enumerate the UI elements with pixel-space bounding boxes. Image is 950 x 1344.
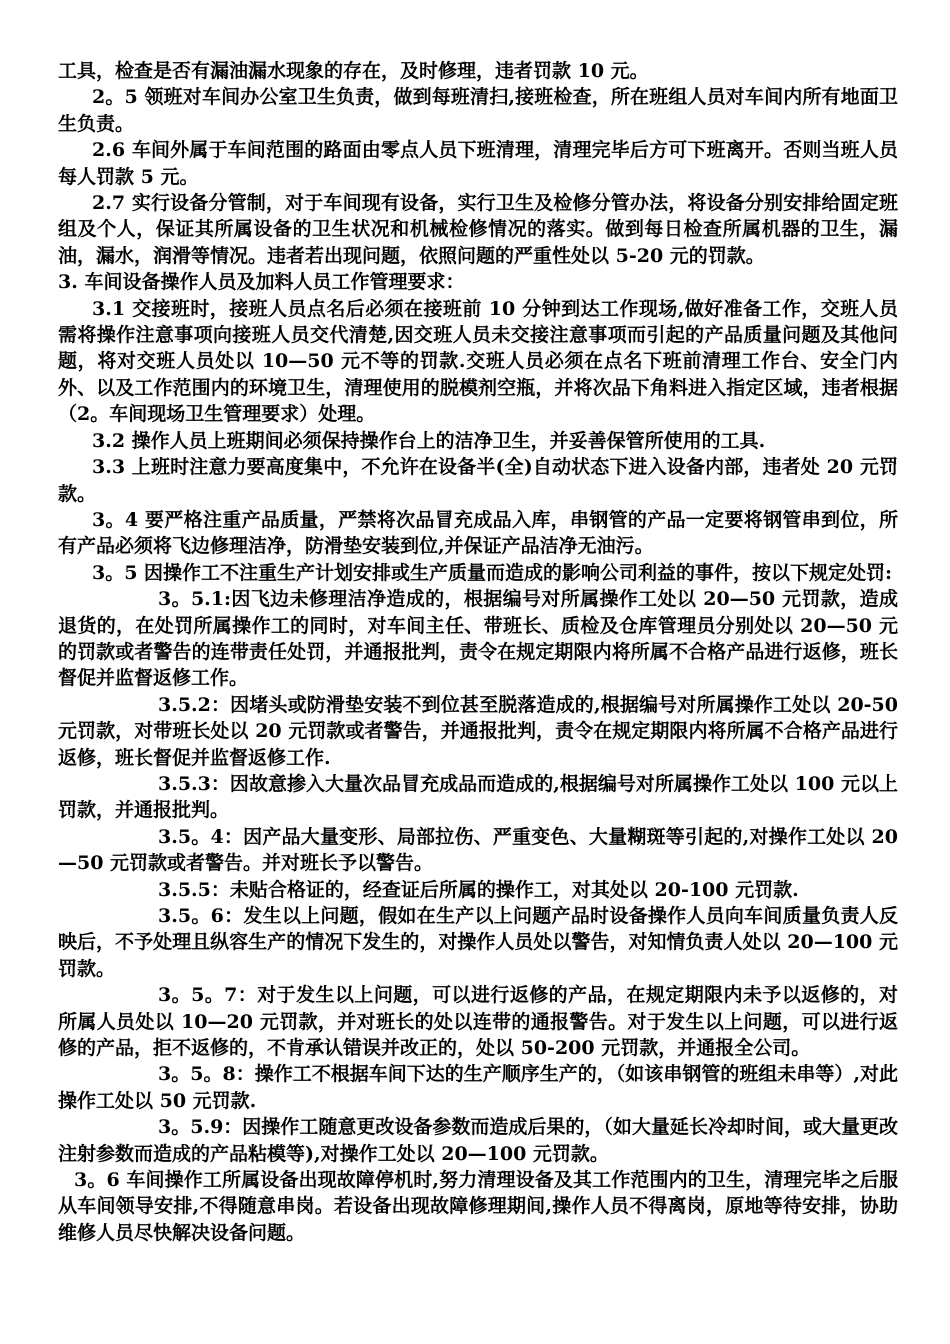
paragraph-2-5: 2。5 领班对车间办公室卫生负责，做到每班清扫,接班检查，所在班组人员对车间内所有地面卫生负责。 [58,86,898,135]
paragraph-2-7: 2.7 实行设备分管制，对于车间现有设备，实行卫生及检修分管办法，将设备分别安排给固定班组及个人，保证其所属设备的卫生状况和机械检修情况的落实。做到每日检查所属机器的卫生，漏油，漏水，润滑等情况。违者若出现问题，依照问题的严重性处以 5-20 元的罚款。 [58,192,898,267]
paragraph-3-3: 3.3 上班时注意力要高度集中，不允许在设备半(全)自动状态下进入设备内部，违者处 20 元罚款。 [58,456,898,505]
section-3-heading: 3. 车间设备操作人员及加料人员工作管理要求： [58,271,465,294]
paragraph-3-5: 3。5 因操作工不注重生产计划安排或生产质量而造成的影响公司利益的事件，按以下规定处罚: [92,561,893,584]
paragraph-3-5-2: 3.5.2：因堵头或防滑垫安装不到位甚至脱落造成的,根据编号对所属操作工处以 20-50 元罚款，对带班长处以 20 元罚款或者警告，并通报批判，责令在规定期限内将所属不合格产品进行返修，班长督促并监督返修工作. [58,693,898,769]
paragraph-3-5-3: 3.5.3：因故意掺入大量次品冒充成品而造成的,根据编号对所属操作工处以 100 元以上罚款，并通报批判。 [58,772,898,822]
paragraph-3-5-7: 3。5。7：对于发生以上问题，可以进行返修的产品，在规定期限内未予以返修的，对所属人员处以 10—20 元罚款，并对班长的处以连带的通报警告。对于发生以上问题，可以进行返修的产品，拒不返修的，不肯承认错误并改正的，处以 50-200 元罚款，并通报全公司。 [58,984,898,1060]
paragraph-2-6: 2.6 车间外属于车间范围的路面由零点人员下班清理，清理完毕后方可下班离开。否则当班人员每人罚款 5 元。 [58,139,898,188]
paragraph-3-5-9: 3。5.9：因操作工随意更改设备参数而造成后果的，（如大量延长冷却时间，或大量更改注射参数而造成的产品粘模等),对操作工处以 20—100 元罚款。 [58,1116,898,1165]
paragraph-3-1: 3.1 交接班时，接班人员点名后必须在接班前 10 分钟到达工作现场,做好准备工作，交班人员需将操作注意事项向接班人员交代清楚,因交班人员未交接注意事项而引起的产品质量问题及其他问题，将对交班人员处以 10—50 元不等的罚款.交班人员必须在点名下班前清理工作台、安全门内外、以及工作范围内的环境卫生，清理使用的脱模剂空瓶，并将次品下角料进入指定区域，违者根据（2。车间现场卫生管理要求）处理。 [58,297,898,426]
paragraph-tools-inspection: 工具，检查是否有漏油漏水现象的存在，及时修理，违者罚款 10 元。 [58,60,649,82]
paragraph-3-2: 3.2 操作人员上班期间必须保持操作台上的洁净卫生，并妥善保管所使用的工具. [92,429,766,452]
paragraph-3-5-5: 3.5.5：未贴合格证的，经查证后所属的操作工，对其处以 20-100 元罚款. [158,878,799,901]
paragraph-3-5-1: 3。5.1:因飞边未修理洁净造成的，根据编号对所属操作工处以 20—50 元罚款，造成退货的，在处罚所属操作工的同时，对车间主任、带班长、质检及仓库管理员分别处以 20—50 元的罚款或者警告的连带责任处罚，并通报批判，责令在规定期限内将所属不合格产品进行返修，班长督促并监督返修工作。 [58,588,898,690]
paragraph-3-5-4: 3.5。4：因产品大量变形、局部拉伤、严重变色、大量糊斑等引起的,对操作工处以 20—50 元罚款或者警告。并对班长予以警告。 [58,825,898,875]
paragraph-3-5-8: 3。5。8：操作工不根据车间下达的生产顺序生产的，（如该串钢管的班组未串等）,对此操作工处以 50 元罚款. [58,1063,898,1112]
paragraph-3-4: 3。4 要严格注重产品质量，严禁将次品冒充成品入库，串钢管的产品一定要将钢管串到位，所有产品必须将飞边修理洁净，防滑垫安装到位,并保证产品洁净无油污。 [58,508,898,558]
paragraph-3-5-6: 3.5。6：发生以上问题，假如在生产以上问题产品时设备操作人员向车间质量负责人反映后，不予处理且纵容生产的情况下发生的，对操作人员处以警告，对知情负责人处以 20—100 元罚款。 [58,905,898,980]
paragraph-3-6: 3。6 车间操作工所属设备出现故障停机时,努力清理设备及其工作范围内的卫生，清理完毕之后服从车间领导安排,不得随意串岗。若设备出现故障修理期间,操作人员不得离岗，原地等待安排，协助维修人员尽快解决设备问题。 [58,1169,898,1244]
